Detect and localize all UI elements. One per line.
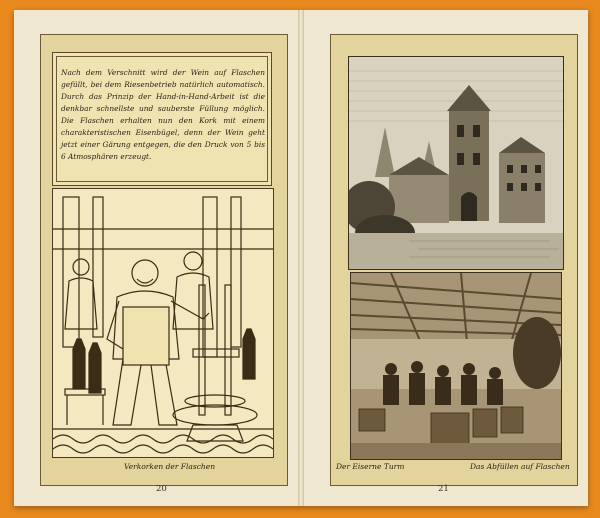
right-page-number: 21 [438,484,449,494]
right-caption-bottling: Das Abfüllen auf Flaschen [470,462,570,471]
right-caption-tower: Der Eiserne Turm [336,462,405,471]
eiserner-turm-image [349,57,563,269]
tower-photograph [348,56,564,270]
left-illustration-caption: Verkorken der Flaschen [124,462,216,471]
bottling-illustration [52,188,274,458]
bottling-hall-photograph [350,272,562,460]
book-gutter [298,10,304,506]
booklet-spread [14,10,588,506]
left-page-text: Nach dem Verschnitt wird der Wein auf Flaschen gefüllt, bei dem Riesenbetrieb natürlich automatisch. Durch das Prinzip der Hand-in-Hand-Arbeit ist die denkbar schnellste und sauberste Füllung möglich. Die Flaschen erhalten nun den Kork mit einem charakteristischen Eisenbügel, denn der Wein geht jetzt einer Gärung entgegen, die den Druck von 5 bis 6 Atmosphären erzeugt. [52,52,272,186]
abfuellen-image [351,273,561,459]
corking-drawing [53,189,273,457]
left-page-number: 20 [156,484,167,494]
